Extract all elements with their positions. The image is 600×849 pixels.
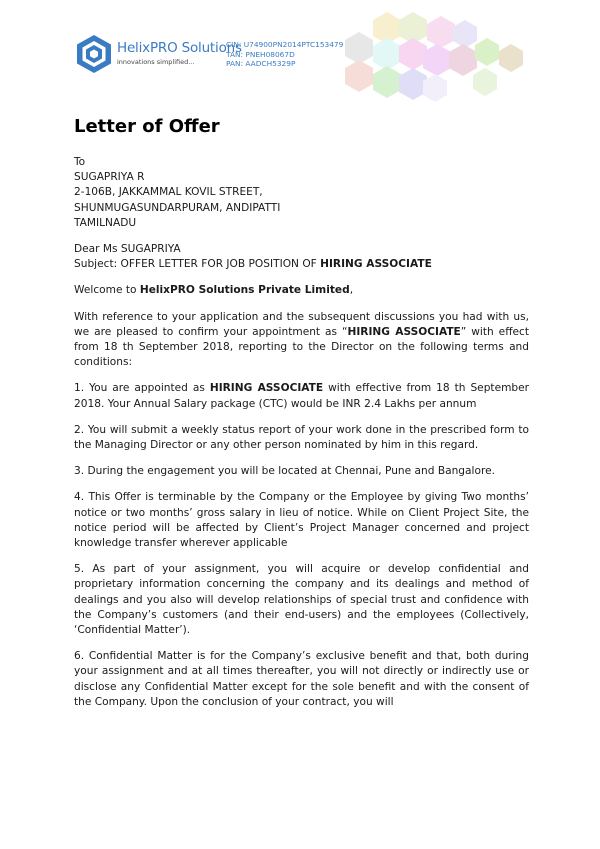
address-to: To	[74, 156, 86, 168]
subject-line	[74, 257, 529, 272]
hexagon-logo-icon	[75, 34, 113, 74]
clause-5: 5. As part of your assignment, you will acquire or develop confidential and proprietary information concerning the company and its dealings and method of dealings and you also will develop relationships of special trust and confidence with the Company’s customers (and their end-users) and the employees (Collectively, ‘Confidential Matter’).	[74, 563, 529, 637]
company-registration-ids	[226, 40, 343, 69]
welcome-prefix: Welcome to	[74, 284, 140, 297]
welcome-company: HelixPRO Solutions Private Limited	[139, 284, 350, 297]
intro-part-1: With reference to your application and the subsequent discussions you had with us, we are pleased to confirm your appointment as “	[74, 310, 529, 338]
decorative-hexagon-pattern	[335, 8, 535, 108]
salutation-block	[74, 242, 529, 272]
clause-4: 4. This Offer is terminable by the Company or the Employee by giving Two months’ notice or two months’ gross salary in lieu of notice. While on Client Project Site, the notice period will be affected by Client’s Project Manager concerned and project knowledge transfer wherever applicable	[74, 491, 529, 550]
recipient-address	[74, 155, 529, 231]
company-name: HelixPRO Solutions	[117, 40, 242, 56]
clause-2: 2. You will submit a weekly status report of your work done in the prescribed form to the Managing Director or any other person nominated by him in this regard.	[74, 423, 529, 452]
welcome-line	[74, 283, 529, 298]
recipient-name: SUGAPRIYA R	[74, 171, 145, 184]
letter-body	[74, 155, 529, 721]
company-logo	[75, 34, 242, 74]
clause-6: 6. Confidential Matter is for the Company’s exclusive benefit and that, both during your assignment and at all times thereafter, you will not directly or indirectly use or disclose any Confidential Matter except for the sole benefit and with the consent of the Company. Upon the conclusion of your contract, you will	[74, 650, 529, 708]
intro-paragraph	[74, 310, 529, 371]
pan-number: PAN: AADCH5329P	[226, 59, 296, 68]
clause-1-part-1: 1. You are appointed as	[74, 382, 210, 395]
tan-number: TAN: PNEH08067D	[226, 49, 295, 59]
address-line-3: TAMILNADU	[74, 216, 137, 229]
clause-1-part-2: with effective from 18 th September 2018. Your Annual Salary package (CTC) would be INR 2.4 Lakhs per annum	[74, 382, 530, 410]
clause-1-position: HIRING ASSOCIATE	[209, 382, 324, 395]
clause-3: 3. During the engagement you will be located at Chennai, Pune and Bangalore.	[74, 465, 495, 478]
clause-1	[74, 381, 529, 411]
subject-position: HIRING ASSOCIATE	[320, 258, 432, 271]
company-tagline: innovations simplified...	[117, 58, 195, 66]
address-line-2: SHUNMUGASUNDARPURAM, ANDIPATTI	[74, 201, 281, 214]
intro-part-2: ” with effect from 18 th September 2018, reporting to the Director on the following terms and conditions:	[74, 325, 529, 369]
intro-position: HIRING ASSOCIATE	[347, 325, 461, 338]
welcome-suffix: ,	[349, 284, 354, 297]
address-line-1: 2-106B, JAKKAMMAL KOVIL STREET,	[74, 186, 263, 199]
letter-title: Letter of Offer	[74, 116, 220, 137]
salutation: Dear Ms SUGAPRIYA	[74, 243, 181, 256]
subject-prefix: Subject: OFFER LETTER FOR JOB POSITION OF	[74, 258, 321, 271]
cin-number: CIN: U74900PN2014PTC153479	[226, 40, 344, 49]
